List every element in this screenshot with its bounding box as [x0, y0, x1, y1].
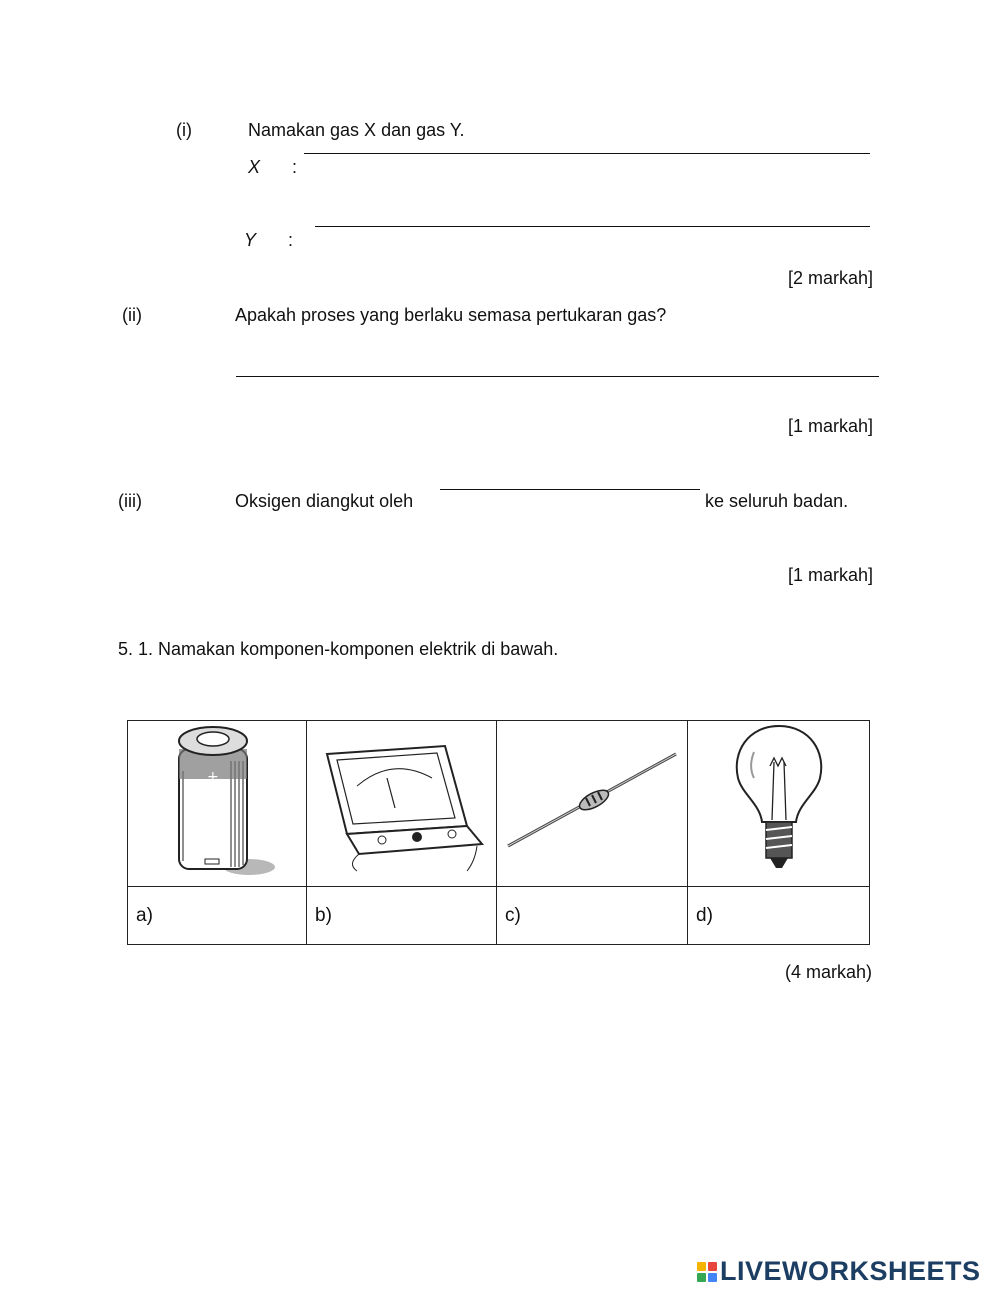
gas-y-label: Y	[244, 230, 257, 250]
question-5-marks: (4 markah)	[785, 962, 873, 982]
gas-y-answer-input[interactable]	[315, 226, 874, 252]
svg-text:+: +	[207, 769, 219, 785]
logo-text: LIVEWORKSHEETS	[720, 1256, 981, 1286]
battery-icon	[157, 721, 277, 881]
resistor-icon	[502, 746, 682, 856]
question-iii-marks: [1 markah]	[788, 565, 874, 585]
question-i-text: Namakan gas X dan gas Y.	[248, 120, 465, 140]
question-iii-text-before: Oksigen diangkut oleh	[235, 491, 414, 511]
question-ii-marks: [1 markah]	[788, 416, 874, 436]
question-ii-number: (ii)	[122, 305, 142, 325]
logo-blocks-icon	[697, 1262, 717, 1282]
component-cell-d	[688, 721, 870, 887]
question-iii-answer-input[interactable]	[440, 488, 704, 514]
liveworksheets-logo	[697, 1256, 981, 1287]
question-iii-number: (iii)	[118, 491, 142, 511]
gas-x-label: X	[248, 157, 261, 177]
component-label-a[interactable]: a)	[128, 887, 307, 945]
gas-y-colon: :	[288, 230, 294, 250]
question-i-number: (i)	[176, 120, 192, 140]
component-cell-a	[128, 721, 307, 887]
ammeter-icon	[317, 726, 487, 876]
gas-x-colon: :	[292, 157, 298, 177]
components-table	[127, 720, 870, 945]
light-bulb-icon	[724, 722, 834, 880]
component-cell-c	[497, 721, 688, 887]
question-ii-text: Apakah proses yang berlaku semasa pertukaran gas?	[235, 305, 667, 325]
question-ii-answer-input[interactable]	[236, 375, 883, 401]
gas-x-answer-input[interactable]	[304, 153, 874, 179]
component-cell-b	[307, 721, 497, 887]
question-5-text: 5. 1. Namakan komponen-komponen elektrik di bawah.	[118, 639, 559, 659]
component-label-b[interactable]: b)	[307, 887, 497, 945]
question-i-marks: [2 markah]	[788, 268, 874, 288]
question-iii-text-after: ke seluruh badan.	[705, 491, 849, 511]
component-label-d[interactable]: d)	[688, 887, 870, 945]
component-label-c[interactable]: c)	[497, 887, 688, 945]
